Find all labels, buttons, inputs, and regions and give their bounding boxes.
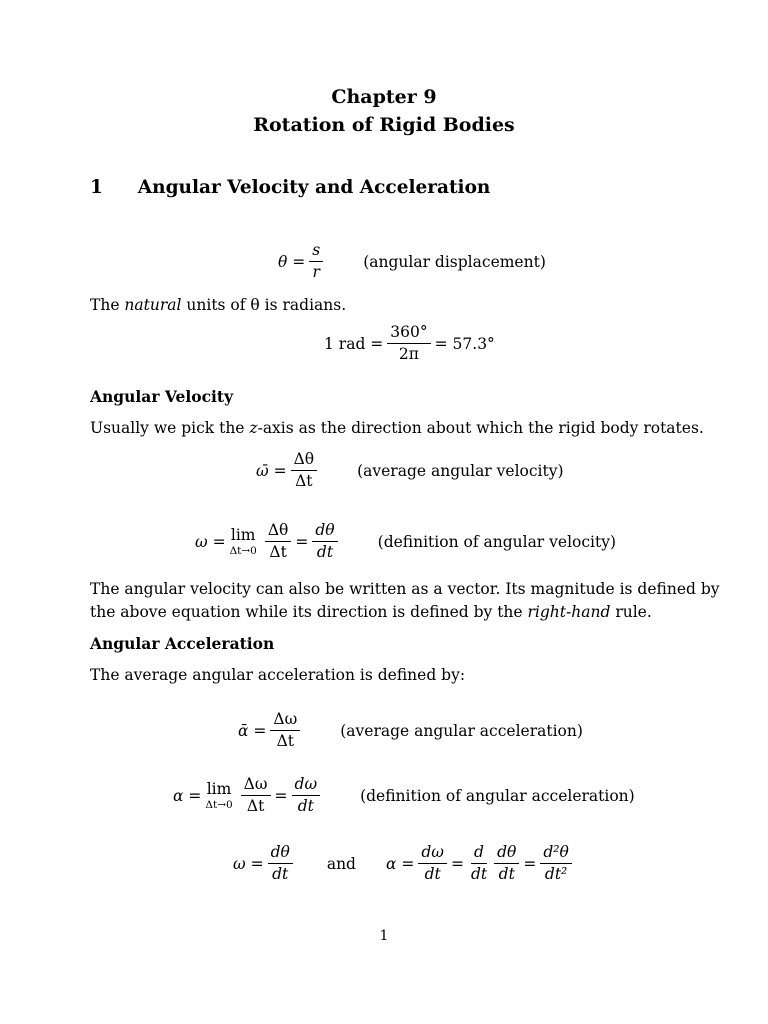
paragraph-vector-line-1: The angular velocity can also be written as a vector. Its magnitude is defined by [90,580,720,598]
equation-note: (average angular acceleration) [340,721,583,740]
subsection-angular-velocity: Angular Velocity [90,387,234,406]
conjunction: and [326,854,356,873]
limit-operator: lim Δt→0 [229,526,257,558]
fraction: $\frac{d\theta}{dt}$ [312,522,337,561]
equation-radian: 1 rad = $\frac{360^\circ}{2\pi}$ = 57.3° [324,323,495,364]
equation-average-angular-acceleration: ᾱ = $\frac{\Delta\omega}{\Delta t}$ (average angular acceleration) [238,710,583,751]
fraction: $\frac{\Delta\theta}{\Delta t}$ [291,451,318,490]
chapter-title: Rotation of Rigid Bodies [253,114,515,136]
fraction: $\frac{d\theta}{dt}$ [268,844,293,883]
fraction: $\frac{\Delta\omega}{\Delta t}$ [241,776,271,815]
equation-note: (angular displacement) [363,252,546,271]
fraction: $\frac{d\theta}{dt}$ [494,844,519,883]
paragraph-vector-line-2: the above equation while its direction is defined by the right-hand rule. [90,603,652,621]
fraction: $\frac{s}{r}$ [309,242,323,281]
fraction: $\frac{\Delta\theta}{\Delta t}$ [265,522,292,561]
equation-omega-alpha-derivatives: ω = $\frac{d\theta}{dt}$ and α = $\frac{d\omega}{dt}$ = $\frac{d}{dt}$ $\frac{d\theta}{dt}$ = $\frac{\text{d²θ}}{\text{dt²}}$ [233,844,576,883]
equation-angular-displacement: θ = $\frac{s}{r}$ (angular displacement) [278,241,546,282]
fraction: $\frac{360^\circ}{2\pi}$ [387,324,430,363]
fraction: $\frac{d\omega}{dt}$ [418,844,447,883]
equation-definition-angular-acceleration: α = lim Δt→0 $\frac{\Delta\omega}{\Delta t}$ = $\frac{d\omega}{dt}$ (definition of angular acceleration) [173,775,635,816]
section-heading [90,177,490,198]
page-number: 1 [379,928,389,944]
fraction: $\frac{\Delta\omega}{\Delta t}$ [270,711,300,750]
paragraph-natural-units: The natural units of θ is radians. [90,296,347,314]
paragraph-z-axis: Usually we pick the z-axis as the direction about which the rigid body rotates. [90,419,704,437]
fraction: $\frac{d\omega}{dt}$ [292,776,321,815]
paragraph-average-acceleration: The average angular acceleration is defined by: [90,666,466,684]
equation-definition-angular-velocity: ω = lim Δt→0 $\frac{\Delta\theta}{\Delta t}$ = $\frac{d\theta}{dt}$ (definition of angular velocity) [195,521,617,562]
fraction: $\frac{d}{dt}$ [470,843,488,884]
section-number: 1 [90,177,103,198]
fraction: $\frac{\text{d²θ}}{\text{dt²}}$ [540,844,571,883]
equation-note: (definition of angular velocity) [377,532,617,551]
section-title: Angular Velocity and Acceleration [137,177,491,198]
limit-operator: lim Δt→0 [205,780,233,812]
equation-note: (definition of angular acceleration) [360,786,635,805]
equation-average-angular-velocity: ω̄ = $\frac{\Delta\theta}{\Delta t}$ (average angular velocity) [256,450,564,491]
subsection-angular-acceleration: Angular Acceleration [90,634,275,653]
chapter-number: Chapter 9 [331,86,437,108]
equation-note: (average angular velocity) [357,461,564,480]
